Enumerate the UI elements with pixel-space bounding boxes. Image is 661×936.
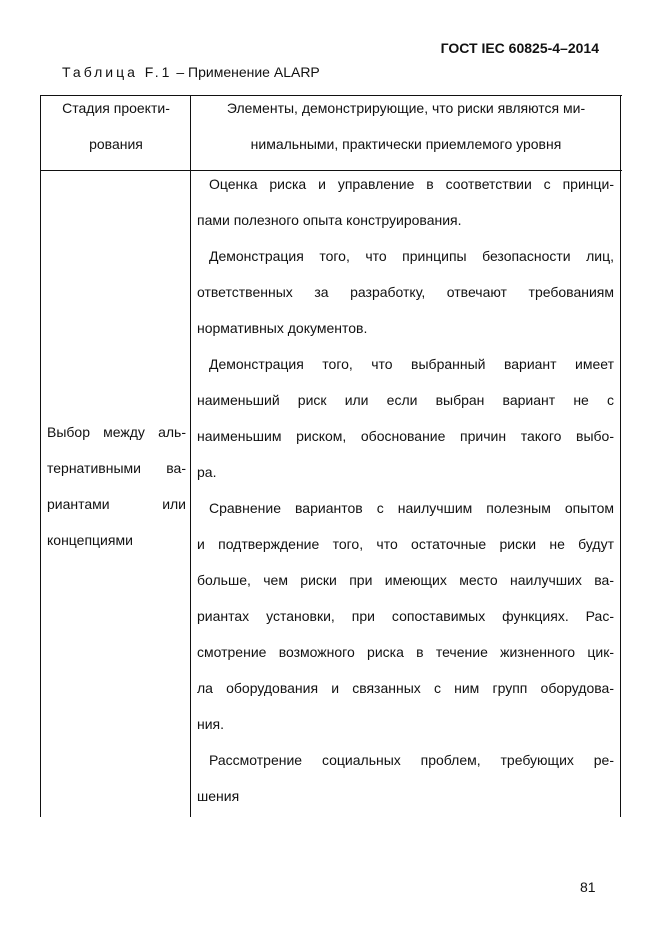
element-line: ла оборудования и связанных с ним групп оборудова- <box>197 680 614 696</box>
header-stage-line: рования <box>89 136 143 152</box>
stage-line: риантами или <box>47 496 186 512</box>
element-line: риантах установки, при сопоставимых функциях. Рас- <box>197 608 614 624</box>
element-line: ответственных за разработку, отвечают требованиям <box>197 284 614 300</box>
element-line: ра. <box>197 464 217 480</box>
stage-cell <box>47 414 186 558</box>
element-line: больше, чем риски при имеющих место наилучших ва- <box>197 572 614 588</box>
table-label: Таблица F.1 <box>62 64 173 80</box>
element-line: шения <box>197 788 240 804</box>
element-line: Демонстрация того, что принципы безопасности лиц, <box>209 248 614 264</box>
table-left-border <box>40 95 41 817</box>
table-title: – Применение ALARP <box>176 64 320 80</box>
element-line: ния. <box>197 716 225 732</box>
standard-code: ГОСТ IEC 60825-4–2014 <box>440 40 599 56</box>
element-line: нормативных документов. <box>197 320 368 336</box>
element-line: смотрение возможного риска в течение жизненного цик- <box>197 644 614 660</box>
element-line: пами полезного опыта конструирования. <box>197 212 462 228</box>
table-caption <box>62 64 320 80</box>
column-divider <box>190 95 191 817</box>
header-elements-cell <box>192 90 620 162</box>
element-line: Оценка риска и управление в соответствии с принци- <box>209 176 614 192</box>
stage-line: концепциями <box>47 532 133 548</box>
elements-cell <box>197 166 614 814</box>
header-elements-line: Элементы, демонстрирующие, что риски являются ми- <box>226 100 586 116</box>
element-line: Рассмотрение социальных проблем, требующих ре- <box>209 752 614 768</box>
page-number: 81 <box>580 879 596 895</box>
table-right-border <box>620 95 621 817</box>
header-stage-line: Стадия проекти- <box>62 100 170 116</box>
element-line: и подтверждение того, что остаточные риски не будут <box>197 536 614 552</box>
header-stage-cell <box>42 90 190 162</box>
element-line: Демонстрация того, что выбранный вариант имеет <box>209 356 614 372</box>
header-elements-line: нимальными, практически приемлемого уровня <box>250 136 562 152</box>
element-line: наименьшим риском, обоснование причин такого выбо- <box>197 428 614 444</box>
stage-line: Выбор между аль- <box>47 424 186 440</box>
stage-line: тернативными ва- <box>47 460 186 476</box>
element-line: наименьший риск или если выбран вариант не с <box>197 392 614 408</box>
element-line: Сравнение вариантов с наилучшим полезным опытом <box>209 500 614 516</box>
